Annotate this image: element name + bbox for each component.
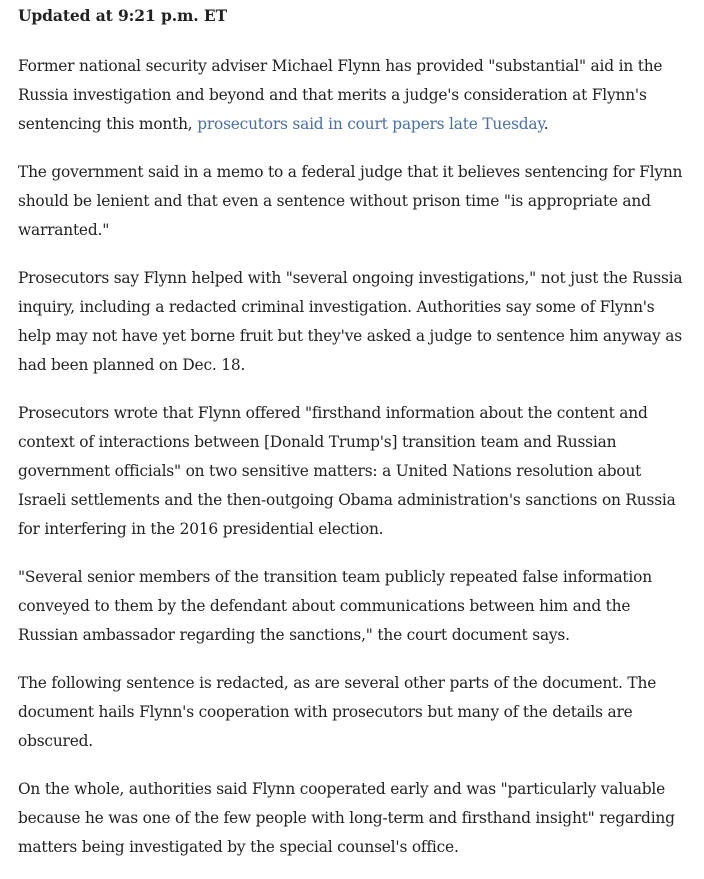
paragraph-line: conveyed to them by the defendant about communications between him and the — [18, 597, 631, 615]
paragraph-line: because he was one of the few people with long-term and firsthand insight" regarding — [18, 809, 675, 827]
paragraph-line: for interfering in the 2016 presidential election. — [18, 520, 384, 538]
paragraph-line: Russia investigation and beyond and that merits a judge's consideration at Flynn's — [18, 86, 647, 104]
paragraph-line: matters being investigated by the special counsel's office. — [18, 838, 459, 856]
paragraph-line: Russian ambassador regarding the sanctions," the court document says. — [18, 626, 570, 644]
paragraph-4 — [18, 399, 686, 544]
paragraph-6 — [18, 669, 686, 756]
paragraph-line: should be lenient and that even a sentence without prison time "is appropriate and — [18, 192, 651, 210]
court-papers-link[interactable]: prosecutors said in court papers late Tuesday — [197, 115, 544, 133]
paragraph-line: The government said in a memo to a federal judge that it believes sentencing for Flynn — [18, 163, 683, 181]
paragraph-line: "Several senior members of the transition team publicly repeated false information — [18, 568, 652, 586]
paragraph-line: Prosecutors wrote that Flynn offered "firsthand information about the content and — [18, 404, 648, 422]
paragraph-line: help may not have yet borne fruit but they've asked a judge to sentence him anyway as — [18, 327, 682, 345]
paragraph-line: obscured. — [18, 732, 93, 750]
paragraph-7 — [18, 775, 686, 862]
paragraph-text: . — [543, 115, 549, 133]
paragraph-line: inquiry, including a redacted criminal investigation. Authorities say some of Flynn's — [18, 298, 655, 316]
paragraph-line: context of interactions between [Donald Trump's] transition team and Russian — [18, 433, 617, 451]
paragraph-line: On the whole, authorities said Flynn cooperated early and was "particularly valuable — [18, 780, 666, 798]
paragraph-line: Prosecutors say Flynn helped with "several ongoing investigations," not just the Russia — [18, 269, 683, 287]
paragraph-3 — [18, 264, 686, 380]
paragraph-line: Former national security adviser Michael Flynn has provided "substantial" aid in the — [18, 57, 663, 75]
paragraph-1 — [18, 52, 686, 139]
updated-timestamp: Updated at 9:21 p.m. ET — [18, 6, 228, 25]
paragraph-line: had been planned on Dec. 18. — [18, 356, 246, 374]
paragraph-line — [18, 110, 686, 139]
paragraph-line: warranted." — [18, 221, 110, 239]
paragraph-5 — [18, 563, 686, 650]
paragraph-line: government officials" on two sensitive matters: a United Nations resolution about — [18, 462, 642, 480]
paragraph-text: sentencing this month, — [18, 115, 198, 133]
paragraph-line: document hails Flynn's cooperation with prosecutors but many of the details are — [18, 703, 633, 721]
paragraph-line: Israeli settlements and the then-outgoing Obama administration's sanctions on Russia — [18, 491, 676, 509]
paragraph-2 — [18, 158, 686, 245]
paragraph-line: The following sentence is redacted, as are several other parts of the document. The — [18, 674, 657, 692]
